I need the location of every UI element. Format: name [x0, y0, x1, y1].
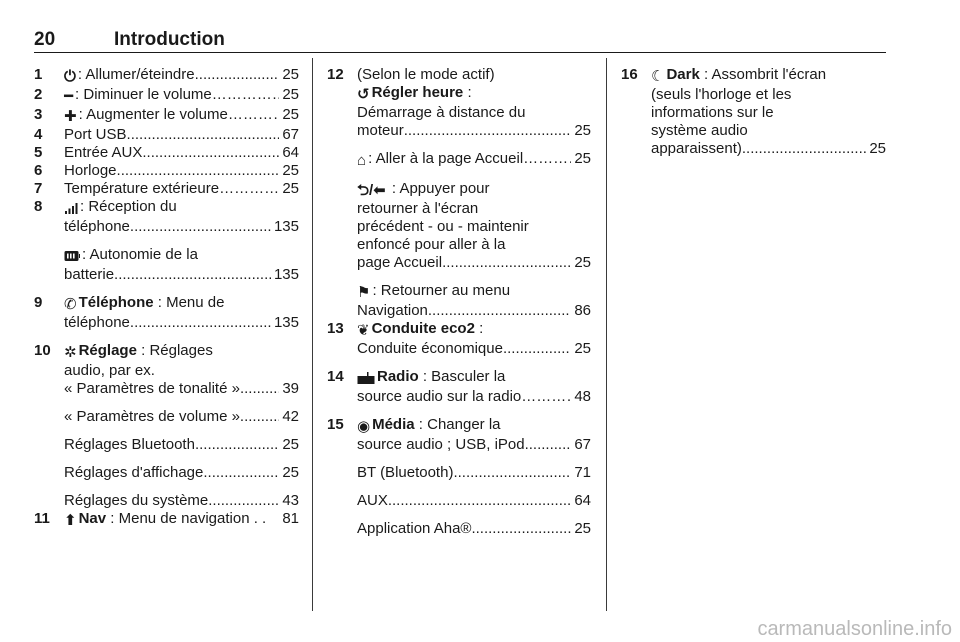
page-reference: 67 [574, 436, 591, 453]
navigation-arrow-icon: ⬆ [64, 512, 77, 529]
media-disc-icon: ◉ [357, 418, 371, 435]
moon-icon: ☾ [651, 68, 665, 85]
page-reference: 42 [282, 408, 299, 425]
page-reference: 25 [282, 162, 299, 179]
item-number: 8 [34, 198, 43, 215]
list-item: 13 ❦ Conduite eco2 : Conduite économique ..... 25 [327, 320, 591, 358]
page-reference: 43 [282, 492, 299, 509]
page-reference: 64 [574, 492, 591, 509]
list-item: 14 Radio : Basculer la source audio sur la radio ……………………………………………………………………………………………………………………………………………………………… 48 [327, 368, 591, 406]
item-number: 7 [34, 180, 43, 197]
plus-icon: ✚ [64, 108, 77, 125]
dot-leader [114, 266, 271, 284]
item-number: 12 [327, 66, 344, 83]
dot-leader [240, 408, 279, 426]
page-reference: 25 [574, 122, 591, 139]
page-reference: 86 [574, 302, 591, 319]
dot-leader [442, 254, 571, 272]
list-item: 6 Horloge ..... 25 [34, 162, 299, 180]
page-reference: 25 [574, 150, 591, 167]
battery-icon [64, 248, 80, 266]
column-3 [621, 66, 886, 158]
item-number: 13 [327, 320, 344, 337]
page-reference: 25 [282, 86, 299, 103]
settings-gear-icon: ✲ [64, 344, 77, 361]
dot-leader [404, 122, 572, 140]
dot-leader [523, 150, 571, 170]
dot-leader [525, 436, 572, 454]
section-title: Introduction [114, 29, 225, 50]
list-item: 3 ✚ : Augmenter le volume ……………………………………………………………………………………………………………………………………………………………… 25 [34, 106, 299, 126]
item-number: 14 [327, 368, 344, 385]
minus-icon: ━ [64, 88, 74, 105]
power-icon: ⏻ [64, 68, 76, 85]
dot-leader [142, 144, 279, 162]
page-reference: 135 [273, 266, 299, 283]
item-number: 15 [327, 416, 344, 433]
dot-leader [203, 464, 279, 482]
page-reference: 64 [282, 144, 299, 161]
page-reference: 71 [574, 464, 591, 481]
dot-leader [208, 492, 279, 510]
dot-leader [195, 66, 280, 86]
dot-leader [117, 162, 280, 180]
dot-leader [195, 436, 279, 454]
list-item: 5 Entrée AUX ..... 64 [34, 144, 299, 162]
page-reference: 25 [574, 254, 591, 271]
flag-icon: ⚑ [357, 284, 371, 301]
list-item: 10 ✲ Réglage : Réglages audio, par ex. « Paramètres de tonalité » ..... 39 « Paramètres de volume » ..... 42 Réglages Bluetooth ..... 25 Réglages d'affichage ..... 25 Réglages du système ..... 43 [34, 342, 299, 510]
dot-leader [219, 180, 279, 198]
dot-leader [428, 302, 571, 320]
list-item: 11 ⬆ Nav : Menu de navigation . . 81 [34, 510, 299, 529]
item-number: 2 [34, 86, 43, 103]
page-header [34, 30, 886, 53]
phone-icon: ✆ [64, 296, 77, 313]
page-number: 20 [34, 29, 56, 50]
list-item: 8 : Réception du téléphone ..... 135 : Autonomie de la batterie ..... 135 [34, 198, 299, 284]
page-reference: 67 [282, 126, 299, 143]
list-item: 4 Port USB ..... 67 [34, 126, 299, 144]
dot-leader [228, 106, 279, 126]
page-reference: 48 [574, 388, 591, 405]
list-item: 1 ⏻ : Allumer/éteindre ..... 25 [34, 66, 299, 86]
dot-leader [130, 314, 271, 332]
list-item: 7 Température extérieure ……………………………………………………………………………………………………………………………………………………………… 25 [34, 180, 299, 198]
dot-leader [742, 140, 866, 158]
page-reference: 25 [282, 180, 299, 197]
item-number: 5 [34, 144, 43, 161]
list-item: 15 ◉ Média : Changer la source audio ; USB, iPod ..... 67 BT (Bluetooth) ..... 71 AUX ..... 64 Application Aha® ..... 25 [327, 416, 591, 538]
page-reference: 135 [273, 314, 299, 331]
item-number: 1 [34, 66, 43, 83]
item-number: 3 [34, 106, 43, 123]
list-item: 16 ☾ Dark : Assombrit l'écran (seuls l'horloge et les informations sur le système audio apparaissent) ..... 25 [621, 66, 886, 158]
column-2 [327, 66, 591, 538]
page-reference: 135 [273, 218, 299, 235]
dot-leader [130, 218, 271, 236]
page-reference: 25 [282, 436, 299, 453]
column-1 [34, 66, 299, 530]
page-reference: 25 [282, 464, 299, 481]
item-number: 16 [621, 66, 638, 83]
page-reference: 25 [574, 340, 591, 357]
dot-leader [453, 464, 571, 482]
item-number: 6 [34, 162, 43, 179]
item-number: 4 [34, 126, 43, 143]
signal-strength-icon [64, 200, 78, 218]
dot-leader [388, 492, 571, 510]
eco-leaf-icon: ❦ [357, 322, 370, 339]
list-item: 9 ✆ Téléphone : Menu de téléphone ..... 135 [34, 294, 299, 332]
item-number: 10 [34, 342, 51, 359]
watermark: carmanualsonline.info [757, 618, 952, 640]
dot-leader [240, 380, 279, 398]
page-reference: 25 [282, 106, 299, 123]
back-arrow-icon: ⮌/⬅ [357, 182, 386, 199]
list-item: 2 ━ : Diminuer le volume ……………………………………………………………………………………………………………………………………………………………… 25 [34, 86, 299, 106]
page-reference: 39 [282, 380, 299, 397]
dot-leader [503, 340, 571, 358]
page-reference: 81 [282, 510, 299, 527]
page-reference: 25 [869, 140, 886, 157]
radio-icon [357, 370, 375, 388]
page-reference: 25 [574, 520, 591, 537]
dot-leader [471, 520, 571, 538]
column-divider [606, 58, 607, 611]
home-icon: ⌂ [357, 152, 367, 169]
column-divider [312, 58, 313, 611]
dot-leader [212, 86, 280, 106]
list-item: 12 (Selon le mode actif) ↺ Régler heure : Démarrage à distance du moteur ..... 25 ⌂ : Aller à la page Accueil ……………………………………………………………………………………………………………………………………………………………… 25 ⮌/⬅ : Appuyer pour retourner à l'écran précédent - ou - maintenir enfoncé pour aller à la page Accueil ..... 25 ⚑ : Retourner au menu Navigation ..... 86 [327, 66, 591, 320]
page-reference: 25 [282, 66, 299, 83]
dot-leader [127, 126, 280, 144]
dot-leader [521, 388, 571, 406]
item-number: 9 [34, 294, 43, 311]
item-number: 11 [34, 510, 50, 527]
remote-start-icon: ↺ [357, 86, 370, 103]
